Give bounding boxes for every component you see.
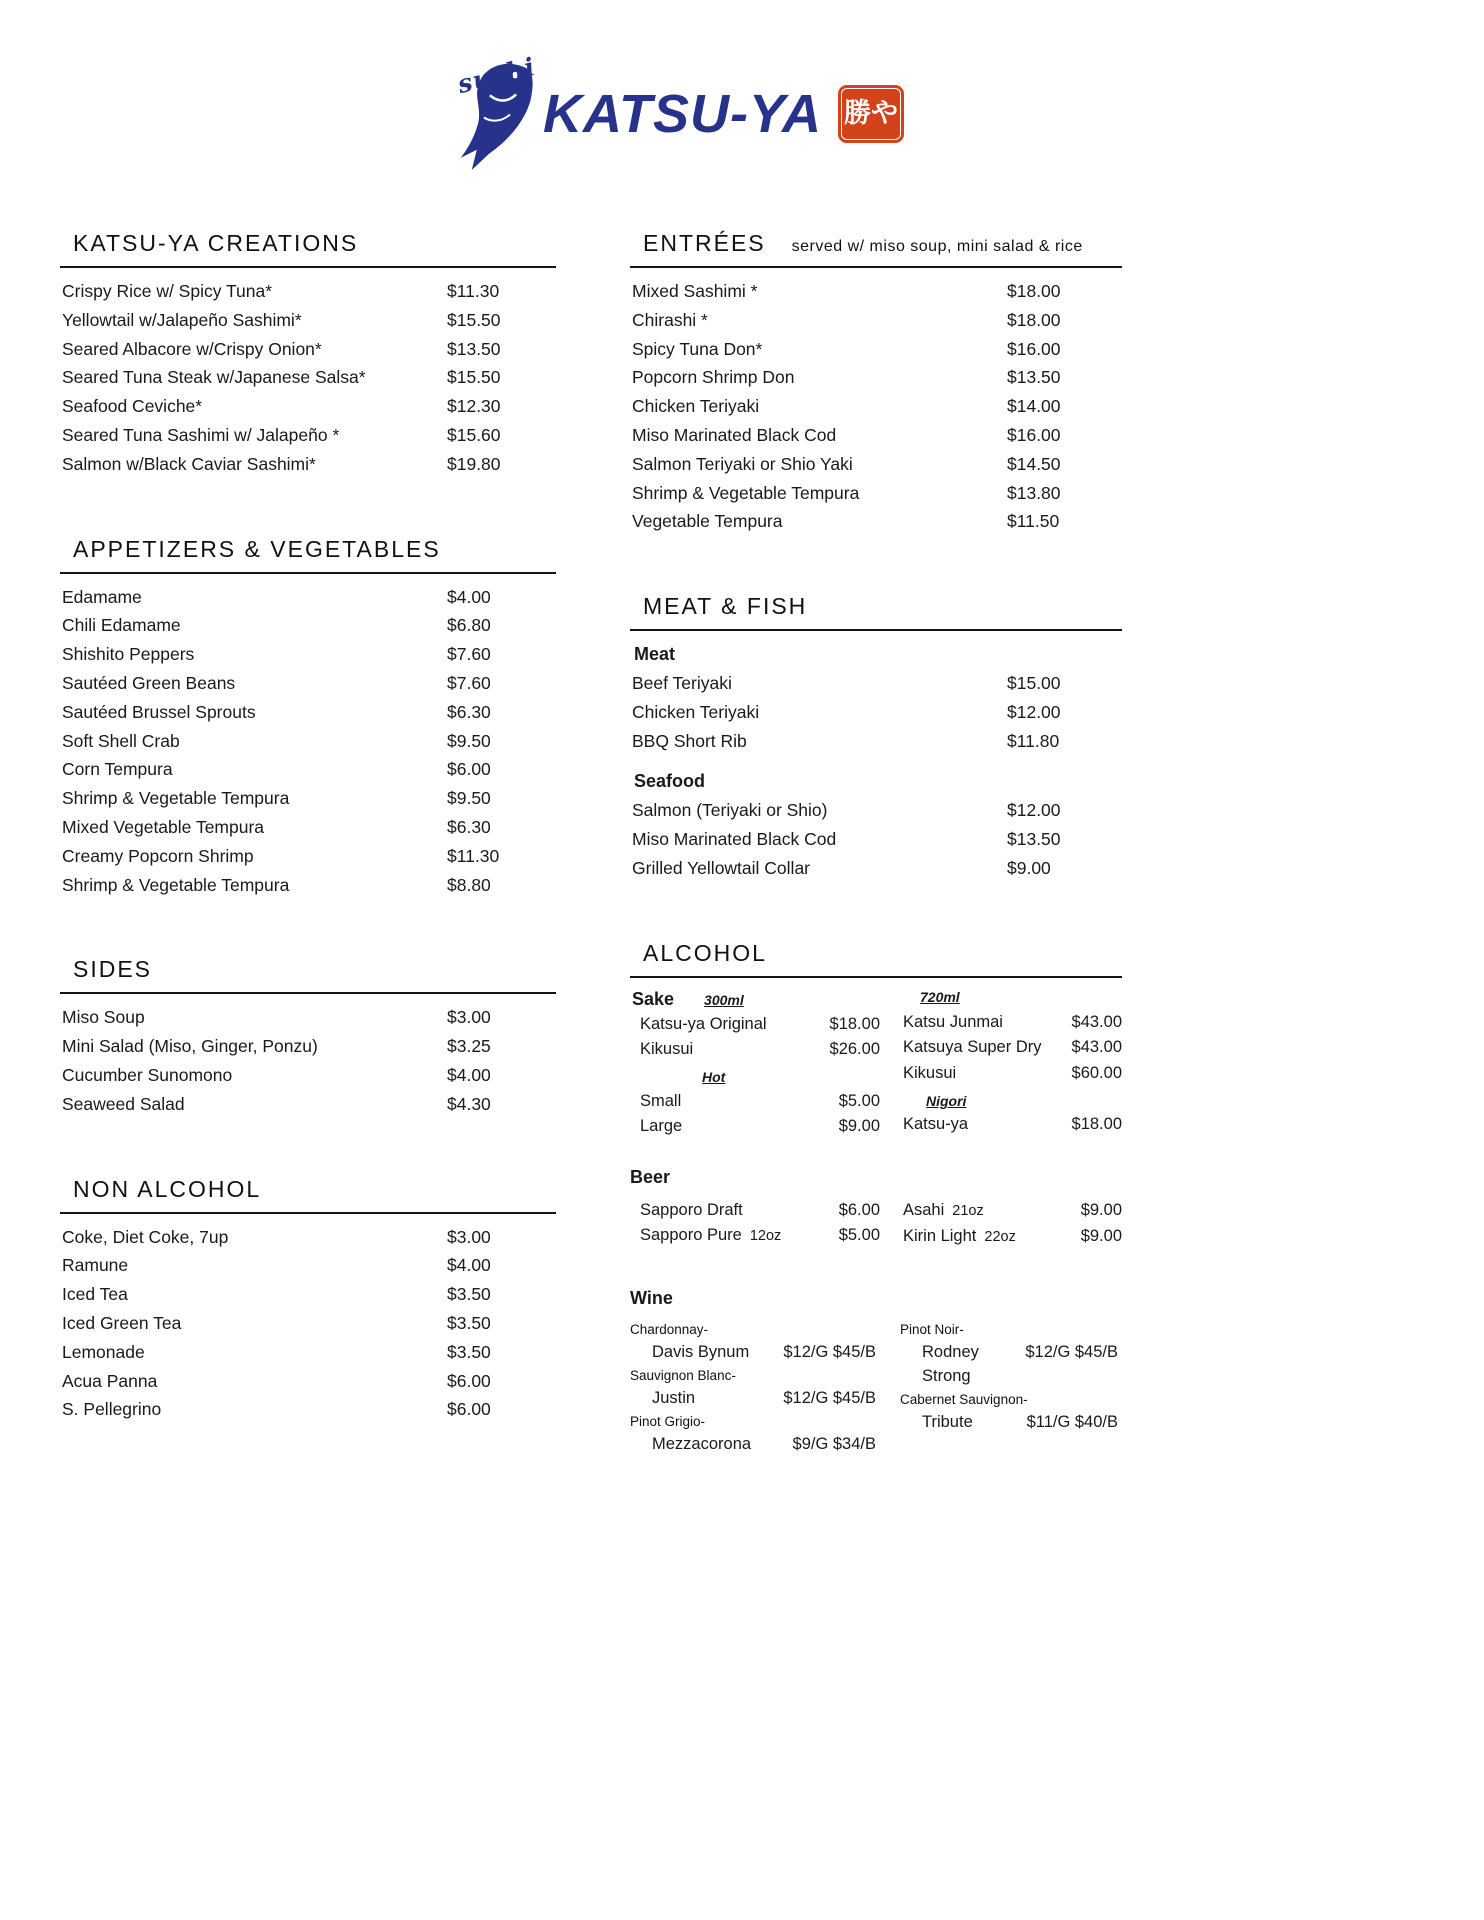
wine-price: $11/G $40/B: [1026, 1412, 1118, 1431]
wine-line: [630, 1386, 876, 1410]
menu-item-price: $4.00: [447, 586, 491, 607]
menu-item-price: $4.00: [447, 1255, 491, 1276]
item-list: [60, 1214, 556, 1425]
section-header: [60, 956, 556, 994]
menu-item-name: Asahi: [903, 1200, 945, 1219]
menu-item-name: BBQ Short Rib: [632, 730, 747, 751]
wine-variety-label: Cabernet Sauvignon-: [900, 1391, 1028, 1407]
menu-item-row: [640, 1223, 880, 1250]
menu-item-row: [62, 784, 556, 813]
menu-item-price: $12.30: [447, 396, 501, 417]
wine-price: $12/G $45/B: [783, 1342, 876, 1361]
menu-item-name: Katsuya Super Dry: [903, 1038, 1042, 1057]
nigori-label: Nigori: [926, 1093, 967, 1110]
menu-item-price: $11.30: [447, 845, 500, 866]
menu-item-name: Shrimp & Vegetable Tempura: [62, 874, 290, 895]
menu-item-name: Seaweed Salad: [62, 1093, 185, 1114]
hanko-seal: [838, 85, 904, 143]
wine-subheading: Wine: [630, 1287, 673, 1308]
menu-item-price: $9.50: [447, 788, 491, 809]
menu-item-name: Grilled Yellowtail Collar: [632, 857, 810, 878]
wine-variety-label: Chardonnay-: [630, 1321, 709, 1337]
menu-item-row: [632, 392, 1122, 421]
menu-item-price: $16.00: [1007, 338, 1061, 359]
menu-item-price: $3.00: [447, 1007, 491, 1028]
sake-720ml-label: 720ml: [920, 988, 960, 1005]
section-title: ENTRÉES: [643, 230, 766, 256]
menu-item-price: $5.00: [838, 1091, 880, 1110]
menu-item-name: Chili Edamame: [62, 615, 181, 636]
menu-item-name: Salmon (Teriyaki or Shio): [632, 800, 828, 821]
menu-item-row: [62, 1367, 556, 1396]
sake-heading-row: [630, 986, 880, 1012]
menu-item-name: Mixed Vegetable Tempura: [62, 816, 265, 837]
brand-wordmark: KATSU-YA: [543, 83, 822, 144]
menu-item-row: [632, 507, 1122, 536]
section-title: SIDES: [73, 956, 153, 983]
section-header: [630, 230, 1122, 268]
menu-item-row: [632, 669, 1122, 698]
item-list: [60, 574, 556, 900]
menu-item-size: 12oz: [749, 1228, 782, 1245]
menu-item-price: $43.00: [1071, 1012, 1122, 1031]
menu-item-name: Cucumber Sunomono: [62, 1064, 233, 1085]
menu-item-price: $15.60: [447, 424, 501, 445]
menu-item-price: $9.00: [1080, 1200, 1122, 1219]
wine-price: $9/G $34/B: [792, 1434, 876, 1453]
menu-item-name: Katsu-ya: [903, 1115, 969, 1134]
menu-item-row: [62, 1280, 556, 1309]
menu-item-row: [632, 306, 1122, 335]
menu-item-price: $6.30: [447, 701, 491, 722]
menu-item-price: $9.00: [838, 1117, 880, 1136]
menu-item-price: $15.00: [1007, 672, 1061, 693]
item-list: [900, 1112, 1122, 1138]
menu-item-price: $12.00: [1007, 800, 1061, 821]
menu-item-name: Seared Tuna Sashimi w/ Jalapeño *: [62, 424, 340, 445]
section-title: NON ALCOHOL: [73, 1175, 262, 1202]
menu-item-price: $18.00: [1007, 309, 1061, 330]
menu-item-price: $3.50: [447, 1312, 491, 1333]
menu-item-price: $14.00: [1007, 396, 1061, 417]
menu-item-price: $7.60: [447, 644, 491, 665]
menu-item-price: $6.30: [447, 816, 491, 837]
menu-item-name: Seafood Ceviche*: [62, 396, 203, 417]
menu-item-name: Vegetable Tempura: [632, 511, 783, 532]
menu-item-row: [62, 1309, 556, 1338]
wine-name: Davis Bynum: [652, 1342, 750, 1361]
section-header: [630, 940, 1122, 978]
wine-line: [630, 1432, 876, 1456]
menu-item-row: [62, 363, 556, 392]
menu-item-price: $15.50: [447, 309, 501, 330]
section-katsuya-creations: [60, 230, 556, 479]
menu-item-name: Miso Marinated Black Cod: [632, 828, 837, 849]
menu-item-name: Kirin Light: [903, 1227, 977, 1246]
section-sides: [60, 956, 556, 1118]
menu-item-row: [903, 1198, 1122, 1225]
menu-item-name: Beef Teriyaki: [632, 672, 732, 693]
menu-item-row: [640, 1114, 880, 1140]
menu-item-name: Shrimp & Vegetable Tempura: [632, 482, 860, 503]
menu-item-row: [632, 479, 1122, 508]
sake-left-subcolumn: [630, 986, 880, 1140]
menu-item-price: $6.00: [447, 759, 491, 780]
section-entrees: [630, 230, 1122, 536]
menu-item-price: $9.00: [1007, 857, 1051, 878]
menu-item-size: 21oz: [952, 1202, 984, 1219]
menu-item-price: $60.00: [1071, 1063, 1122, 1082]
sake-right-subcolumn: [900, 986, 1122, 1140]
menu-item-row: [62, 698, 556, 727]
menu-item-name: Katsu Junmai: [903, 1012, 1003, 1031]
menu-item-name: Soft Shell Crab: [62, 730, 180, 751]
menu-item-name: Corn Tempura: [62, 759, 173, 780]
menu-item-price: $9.50: [447, 730, 491, 751]
menu-item-row: [62, 669, 556, 698]
menu-item-row: [62, 1338, 556, 1367]
menu-item-row: [62, 1003, 556, 1032]
menu-item-row: [640, 1012, 880, 1038]
item-list: [900, 1319, 1122, 1457]
menu-item-price: $11.50: [1007, 511, 1060, 532]
section-header: [60, 230, 556, 268]
menu-item-name: Spicy Tuna Don*: [632, 338, 763, 359]
menu-item-row: [62, 1090, 556, 1119]
menu-item-row: [62, 392, 556, 421]
menu-item-name: Sapporo Pure: [640, 1226, 742, 1245]
menu-item-row: [903, 1224, 1122, 1251]
menu-item-name: Sapporo Draft: [640, 1200, 743, 1219]
menu-item-price: $18.00: [829, 1014, 880, 1033]
item-list: [632, 669, 1122, 755]
menu-item-price: $13.80: [1007, 482, 1061, 503]
menu-item-name: Seared Tuna Steak w/Japanese Salsa*: [62, 367, 366, 388]
menu-item-name: Iced Green Tea: [62, 1312, 182, 1333]
seal-characters: 勝や: [843, 98, 898, 128]
item-list: [60, 994, 556, 1118]
menu-item-name: Sautéed Green Beans: [62, 672, 236, 693]
menu-item-price: $12.00: [1007, 701, 1061, 722]
menu-item-row: [62, 583, 556, 612]
menu-item-row: [62, 335, 556, 364]
menu-item-price: $18.00: [1071, 1115, 1122, 1134]
meat-group: [630, 631, 1122, 882]
section-alcohol: [630, 940, 1122, 1457]
menu-item-name: Coke, Diet Coke, 7up: [62, 1226, 229, 1247]
menu-item-price: $16.00: [1007, 424, 1061, 445]
menu-item-row: [903, 1112, 1122, 1138]
menu-item-row: [62, 640, 556, 669]
wine-item: [900, 1389, 1118, 1434]
item-list: [630, 1012, 880, 1063]
menu-item-row: [62, 871, 556, 900]
menu-item-row: [632, 335, 1122, 364]
menu-item-row: [632, 727, 1122, 756]
sake-subheading: Sake: [632, 988, 675, 1009]
section-header: [60, 536, 556, 574]
menu-item-row: [62, 1251, 556, 1280]
menu-item-row: [632, 854, 1122, 883]
menu-item-row: [62, 611, 556, 640]
menu-item-row: [632, 363, 1122, 392]
menu-item-row: [632, 796, 1122, 825]
menu-item-row: [62, 1032, 556, 1061]
item-list: [60, 268, 556, 479]
menu-item-size: 22oz: [984, 1229, 1016, 1246]
menu-item-price: $18.00: [1007, 281, 1061, 301]
menu-item-price: $9.00: [1080, 1227, 1122, 1246]
menu-item-name: Chicken Teriyaki: [632, 396, 760, 417]
menu-item-row: [903, 1010, 1122, 1036]
menu-item-price: $6.00: [447, 1399, 491, 1420]
beer-subheading: Beer: [630, 1166, 671, 1187]
logo-script-text: sushi: [454, 51, 539, 99]
wine-variety-label: Pinot Noir-: [900, 1321, 964, 1337]
menu-item-name: Small: [640, 1091, 682, 1110]
section-title: KATSU-YA CREATIONS: [73, 230, 359, 256]
right-column: [630, 230, 1122, 1514]
item-list: [900, 1010, 1122, 1087]
menu-item-row: [632, 450, 1122, 479]
menu-item-price: $6.00: [447, 1370, 491, 1391]
menu-item-price: $7.60: [447, 672, 491, 693]
menu-item-row: [640, 1037, 880, 1063]
sake-300ml-label: 300ml: [704, 991, 744, 1008]
menu-item-name: Mixed Sashimi *: [632, 281, 758, 301]
menu-item-price: $5.00: [838, 1226, 880, 1245]
menu-item-row: [632, 698, 1122, 727]
menu-item-name: Chicken Teriyaki: [632, 701, 760, 722]
menu-item-name: Large: [640, 1117, 683, 1136]
sake-group: [630, 978, 1122, 1140]
menu-item-price: $4.00: [447, 1064, 491, 1085]
meat-subheading: Meat: [634, 644, 676, 665]
menu-item-price: $6.80: [447, 615, 491, 636]
section-meat-fish: [630, 593, 1122, 882]
wine-item: [630, 1365, 876, 1410]
menu-item-name: Kikusui: [640, 1040, 694, 1059]
menu-item-name: Salmon w/Black Caviar Sashimi*: [62, 453, 316, 474]
menu-item-row: [62, 727, 556, 756]
wine-line: [900, 1410, 1118, 1434]
item-list: [900, 1198, 1122, 1251]
menu-item-name: Popcorn Shrimp Don: [632, 367, 795, 388]
wine-item: [630, 1411, 876, 1456]
beer-group: [630, 1190, 1122, 1251]
item-list: [630, 1319, 880, 1457]
menu-item-name: Shishito Peppers: [62, 644, 195, 665]
item-list: [632, 796, 1122, 882]
left-column: [60, 230, 556, 1481]
menu-item-price: $15.50: [447, 367, 501, 388]
wine-price: $12/G $45/B: [783, 1388, 876, 1407]
menu-item-name: Salmon Teriyaki or Shio Yaki: [632, 453, 853, 474]
menu-item-name: Yellowtail w/Jalapeño Sashimi*: [62, 309, 302, 330]
menu-item-price: $11.80: [1007, 730, 1060, 751]
section-header: [60, 1176, 556, 1214]
wine-name: Rodney Strong: [922, 1342, 979, 1385]
menu-item-row: [62, 450, 556, 479]
menu-item-row: [62, 813, 556, 842]
menu-item-price: $4.30: [447, 1093, 491, 1114]
menu-item-row: [632, 277, 1122, 306]
section-title: ALCOHOL: [643, 939, 767, 966]
section-non-alcohol: [60, 1176, 556, 1425]
menu-item-name: Chirashi *: [632, 309, 708, 330]
menu-item-row: [640, 1198, 880, 1224]
menu-item-name: Mini Salad (Miso, Ginger, Ponzu): [62, 1036, 318, 1057]
section-note: served w/ miso soup, mini salad & rice: [791, 238, 1083, 255]
menu-item-name: Katsu-ya Original: [640, 1014, 767, 1033]
item-list: [630, 1089, 880, 1140]
menu-item-row: [903, 1035, 1122, 1061]
menu-item-row: [62, 1061, 556, 1090]
menu-item-name: Acua Panna: [62, 1370, 158, 1391]
menu-item-price: $6.00: [838, 1200, 880, 1219]
wine-name: Justin: [652, 1388, 696, 1407]
menu-item-price: $13.50: [447, 338, 501, 359]
wine-variety-label: Pinot Grigio-: [630, 1413, 706, 1429]
item-list: [630, 1198, 880, 1251]
menu-item-row: [62, 1223, 556, 1252]
hot-sake-label: Hot: [702, 1068, 726, 1085]
menu-item-name: Edamame: [62, 586, 142, 607]
menu-item-row: [903, 1061, 1122, 1087]
wine-name: Tribute: [922, 1412, 973, 1431]
section-header: [630, 593, 1122, 631]
menu-item-name: Seared Albacore w/Crispy Onion*: [62, 338, 322, 359]
seafood-subheading: Seafood: [634, 771, 706, 792]
item-list: [630, 268, 1122, 536]
menu-item-price: $3.50: [447, 1284, 491, 1305]
menu-item-price: $14.50: [1007, 453, 1061, 474]
menu-item-name: Sautéed Brussel Sprouts: [62, 701, 256, 722]
menu-item-name: Creamy Popcorn Shrimp: [62, 845, 254, 866]
menu-item-price: $3.00: [447, 1226, 491, 1247]
menu-item-name: Miso Marinated Black Cod: [632, 424, 837, 445]
menu-item-name: Miso Soup: [62, 1007, 145, 1028]
menu-item-name: Ramune: [62, 1255, 129, 1276]
restaurant-logo: [455, 46, 904, 181]
menu-item-row: [632, 421, 1122, 450]
menu-item-row: [62, 421, 556, 450]
menu-item-name: Iced Tea: [62, 1284, 128, 1305]
menu-item-row: [62, 842, 556, 871]
menu-item-row: [62, 306, 556, 335]
wine-variety-label: Sauvignon Blanc-: [630, 1367, 736, 1383]
menu-item-price: $11.30: [447, 281, 500, 301]
wine-line: [630, 1340, 876, 1364]
wine-item: [900, 1319, 1118, 1388]
section-appetizers-vegetables: [60, 536, 556, 900]
wine-group: [630, 1311, 1122, 1457]
menu-item-name: S. Pellegrino: [62, 1399, 162, 1420]
wine-item: [630, 1319, 876, 1364]
menu-item-row: [62, 1395, 556, 1424]
menu-item-price: $3.50: [447, 1341, 491, 1362]
menu-item-row: [632, 825, 1122, 854]
menu-item-price: $3.25: [447, 1036, 491, 1057]
menu-item-name: Lemonade: [62, 1341, 145, 1362]
menu-item-price: $19.80: [447, 453, 501, 474]
logo-fish-group: [455, 53, 551, 175]
menu-item-price: $43.00: [1071, 1038, 1122, 1057]
wine-price: $12/G $45/B: [1025, 1342, 1118, 1361]
section-title: APPETIZERS & VEGETABLES: [73, 535, 441, 562]
menu-item-row: [62, 277, 556, 306]
menu-item-price: $13.50: [1007, 828, 1061, 849]
section-title: MEAT & FISH: [643, 593, 808, 620]
menu-item-name: Shrimp & Vegetable Tempura: [62, 788, 290, 809]
wine-line: [900, 1340, 1118, 1388]
menu-item-name: Kikusui: [903, 1063, 957, 1082]
menu-item-price: $8.80: [447, 874, 491, 895]
menu-item-price: $26.00: [829, 1040, 880, 1059]
menu-item-name: Crispy Rice w/ Spicy Tuna*: [62, 281, 273, 301]
wine-name: Mezzacorona: [652, 1434, 752, 1453]
menu-item-price: $13.50: [1007, 367, 1061, 388]
menu-item-row: [640, 1089, 880, 1115]
menu-item-row: [62, 755, 556, 784]
